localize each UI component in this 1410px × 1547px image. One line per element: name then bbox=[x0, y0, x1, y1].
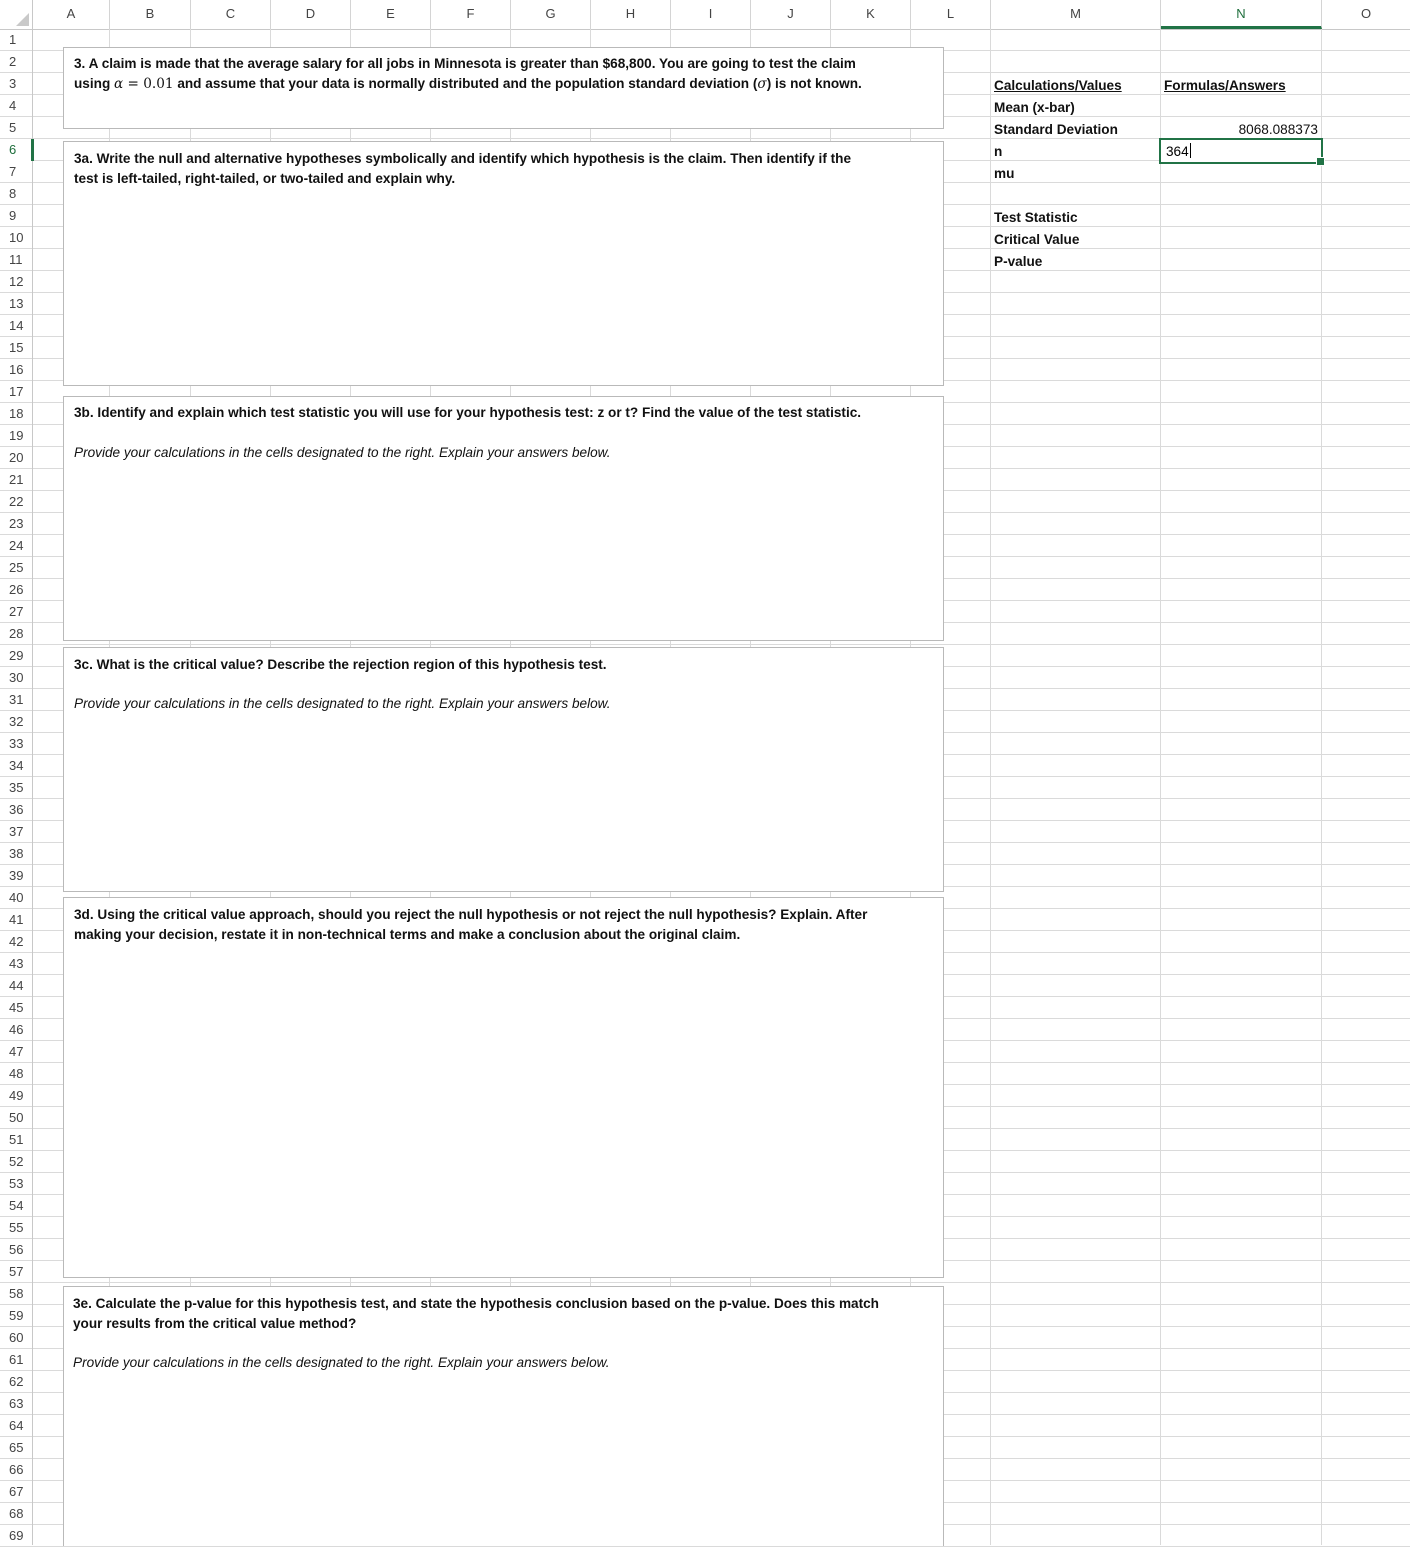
column-header-l[interactable]: L bbox=[911, 0, 991, 29]
row-header[interactable]: 24 bbox=[9, 538, 24, 553]
column-header-n[interactable]: N bbox=[1161, 0, 1322, 29]
question-3e-line-2: your results from the critical value method? bbox=[73, 1316, 357, 1331]
row-header[interactable]: 35 bbox=[9, 780, 24, 795]
row-header[interactable]: 1 bbox=[9, 32, 17, 47]
column-header-i[interactable]: I bbox=[671, 0, 751, 29]
row-header[interactable]: 17 bbox=[9, 384, 24, 399]
question-3c-box[interactable] bbox=[63, 647, 944, 892]
row-header[interactable]: 45 bbox=[9, 1000, 24, 1015]
column-header-m[interactable]: M bbox=[991, 0, 1161, 29]
critical-value-label[interactable]: Critical Value bbox=[994, 232, 1080, 247]
row-header[interactable]: 44 bbox=[9, 978, 24, 993]
row-header[interactable]: 29 bbox=[9, 648, 24, 663]
row-header[interactable]: 32 bbox=[9, 714, 24, 729]
row-header[interactable]: 60 bbox=[9, 1330, 24, 1345]
row-header[interactable]: 30 bbox=[9, 670, 24, 685]
question-3d-text bbox=[74, 905, 934, 945]
column-gridline bbox=[1321, 29, 1322, 1545]
row-header[interactable]: 3 bbox=[9, 76, 17, 91]
p-value-label[interactable]: P-value bbox=[994, 254, 1043, 269]
row-header[interactable]: 39 bbox=[9, 868, 24, 883]
column-header-o[interactable]: O bbox=[1360, 6, 1372, 21]
fill-handle[interactable] bbox=[1316, 157, 1325, 166]
formulas-header[interactable]: Formulas/Answers bbox=[1164, 78, 1286, 93]
column-header-e[interactable]: E bbox=[351, 0, 431, 29]
row-header[interactable]: 33 bbox=[9, 736, 24, 751]
row-header[interactable]: 55 bbox=[9, 1220, 24, 1235]
row-header[interactable]: 65 bbox=[9, 1440, 24, 1455]
row-header[interactable]: 54 bbox=[9, 1198, 24, 1213]
row-header[interactable]: 59 bbox=[9, 1308, 24, 1323]
row-header[interactable]: 5 bbox=[9, 120, 17, 135]
column-header-f[interactable]: F bbox=[431, 0, 511, 29]
sigma-symbol: σ bbox=[757, 76, 767, 92]
row-header[interactable]: 8 bbox=[9, 186, 17, 201]
row-gridline bbox=[33, 644, 1410, 645]
row-header[interactable]: 15 bbox=[9, 340, 24, 355]
row-header[interactable]: 21 bbox=[9, 472, 24, 487]
problem-statement bbox=[74, 54, 934, 94]
row-header[interactable]: 28 bbox=[9, 626, 24, 641]
n-value: 364 bbox=[1166, 144, 1189, 159]
row-header[interactable]: 18 bbox=[9, 406, 24, 421]
question-3d-line-1: 3d. Using the critical value approach, should you reject the null hypothesis or not reject the null hypothesis? Explain. After bbox=[74, 907, 868, 922]
standard-deviation-value[interactable]: 8068.088373 bbox=[1238, 122, 1318, 137]
row-header[interactable]: 62 bbox=[9, 1374, 24, 1389]
row-header[interactable]: 38 bbox=[9, 846, 24, 861]
mean-label[interactable]: Mean (x-bar) bbox=[994, 100, 1075, 115]
row-header[interactable]: 6 bbox=[0, 139, 33, 161]
problem-line-1: 3. A claim is made that the average salary for all jobs in Minnesota is greater than $68,800. You are going to test the claim bbox=[74, 56, 856, 71]
row-header-bar bbox=[0, 29, 33, 1545]
equals-sign: = bbox=[123, 76, 144, 92]
question-3c-note: Provide your calculations in the cells designated to the right. Explain your answers below. bbox=[74, 696, 611, 711]
row-header[interactable]: 41 bbox=[9, 912, 24, 927]
row-header[interactable]: 61 bbox=[9, 1352, 24, 1367]
mu-label[interactable]: mu bbox=[994, 166, 1015, 181]
alpha-value: 0.01 bbox=[143, 76, 174, 92]
question-3d-box[interactable] bbox=[63, 897, 944, 1278]
row-header[interactable]: 68 bbox=[9, 1506, 24, 1521]
row-header[interactable]: 64 bbox=[9, 1418, 24, 1433]
row-header[interactable]: 23 bbox=[9, 516, 24, 531]
row-header[interactable]: 36 bbox=[9, 802, 24, 817]
question-3b-text: 3b. Identify and explain which test statistic you will use for your hypothesis test: z or t? Find the value of the test statistic. bbox=[74, 405, 862, 420]
calculations-header[interactable]: Calculations/Values bbox=[994, 78, 1122, 93]
alpha-symbol: α bbox=[114, 76, 124, 92]
standard-deviation-label[interactable]: Standard Deviation bbox=[994, 122, 1118, 137]
select-all-triangle-icon bbox=[16, 13, 29, 26]
question-3a-line-1: 3a. Write the null and alternative hypotheses symbolically and identify which hypothesis is the claim. Then identify if the bbox=[74, 151, 852, 166]
question-3c-text: 3c. What is the critical value? Describe the rejection region of this hypothesis test. bbox=[74, 657, 607, 672]
row-header[interactable]: 42 bbox=[9, 934, 24, 949]
row-header[interactable]: 11 bbox=[9, 252, 23, 267]
text-cursor bbox=[1190, 143, 1191, 158]
row-header[interactable]: 67 bbox=[9, 1484, 24, 1499]
column-header-a[interactable]: A bbox=[33, 0, 110, 29]
column-header-d[interactable]: D bbox=[271, 0, 351, 29]
row-header[interactable]: 2 bbox=[9, 54, 17, 69]
row-header[interactable]: 34 bbox=[9, 758, 24, 773]
select-all-corner[interactable] bbox=[0, 0, 33, 29]
active-cell-n6[interactable] bbox=[1159, 138, 1323, 164]
row-gridline bbox=[33, 1282, 1410, 1283]
column-header-k[interactable]: K bbox=[831, 0, 911, 29]
row-header[interactable]: 48 bbox=[9, 1066, 24, 1081]
row-header[interactable]: 4 bbox=[9, 98, 17, 113]
problem-line-2-start: using bbox=[74, 76, 115, 91]
question-3b-box[interactable] bbox=[63, 396, 944, 641]
n-label[interactable]: n bbox=[994, 144, 1003, 159]
row-header[interactable]: 46 bbox=[9, 1022, 24, 1037]
row-header[interactable]: 57 bbox=[9, 1264, 24, 1279]
column-header-bar bbox=[0, 0, 1410, 30]
problem-line-2-middle: and assume that your data is normally distributed and the population standard deviation ( bbox=[173, 76, 758, 91]
row-header[interactable]: 37 bbox=[9, 824, 24, 839]
question-3a-text bbox=[74, 149, 934, 189]
row-header[interactable]: 58 bbox=[9, 1286, 24, 1301]
row-header[interactable]: 47 bbox=[9, 1044, 24, 1059]
column-header-j[interactable]: J bbox=[751, 0, 831, 29]
row-header[interactable]: 52 bbox=[9, 1154, 24, 1169]
row-header[interactable]: 25 bbox=[9, 560, 24, 575]
column-header-g[interactable]: G bbox=[511, 0, 591, 29]
row-header[interactable]: 19 bbox=[9, 428, 24, 443]
column-gridline bbox=[1160, 29, 1161, 1545]
row-header[interactable]: 22 bbox=[9, 494, 24, 509]
row-header[interactable]: 51 bbox=[9, 1132, 24, 1147]
row-header[interactable]: 40 bbox=[9, 890, 24, 905]
row-header[interactable]: 7 bbox=[9, 164, 17, 179]
row-header[interactable]: 43 bbox=[9, 956, 24, 971]
row-header[interactable]: 26 bbox=[9, 582, 24, 597]
row-header[interactable]: 13 bbox=[9, 296, 24, 311]
question-3e-note: Provide your calculations in the cells designated to the right. Explain your answers below. bbox=[73, 1355, 610, 1370]
row-header[interactable]: 9 bbox=[9, 208, 17, 223]
question-3d-line-2: making your decision, restate it in non-technical terms and make a conclusion about the original claim. bbox=[74, 927, 741, 942]
row-header[interactable]: 14 bbox=[9, 318, 24, 333]
row-header[interactable]: 56 bbox=[9, 1242, 24, 1257]
row-header[interactable]: 50 bbox=[9, 1110, 24, 1125]
column-header-h[interactable]: H bbox=[591, 0, 671, 29]
row-header[interactable]: 16 bbox=[9, 362, 24, 377]
column-header-b[interactable]: B bbox=[110, 0, 191, 29]
question-3e-text bbox=[73, 1294, 933, 1334]
row-header[interactable]: 27 bbox=[9, 604, 24, 619]
question-3e-line-1: 3e. Calculate the p-value for this hypothesis test, and state the hypothesis conclusion based on the p-value. Does this match bbox=[73, 1296, 879, 1311]
row-header[interactable]: 49 bbox=[9, 1088, 24, 1103]
row-header[interactable]: 10 bbox=[9, 230, 24, 245]
row-header[interactable]: 31 bbox=[9, 692, 24, 707]
row-header[interactable]: 69 bbox=[9, 1528, 24, 1543]
question-3e-box[interactable] bbox=[63, 1286, 944, 1546]
row-header[interactable]: 20 bbox=[9, 450, 24, 465]
row-header[interactable]: 66 bbox=[9, 1462, 24, 1477]
column-header-c[interactable]: C bbox=[191, 0, 271, 29]
row-header[interactable]: 63 bbox=[9, 1396, 24, 1411]
question-3b-note: Provide your calculations in the cells designated to the right. Explain your answers below. bbox=[74, 445, 611, 460]
problem-text-box[interactable] bbox=[63, 47, 944, 129]
test-statistic-label[interactable]: Test Statistic bbox=[994, 210, 1078, 225]
question-3a-line-2: test is left-tailed, right-tailed, or two-tailed and explain why. bbox=[74, 171, 456, 186]
row-header[interactable]: 53 bbox=[9, 1176, 24, 1191]
n-value-input[interactable] bbox=[1166, 142, 1191, 162]
row-header[interactable]: 12 bbox=[9, 274, 24, 289]
problem-line-2-end: ) is not known. bbox=[766, 76, 862, 91]
column-gridline bbox=[990, 29, 991, 1545]
question-3a-box[interactable] bbox=[63, 141, 944, 386]
